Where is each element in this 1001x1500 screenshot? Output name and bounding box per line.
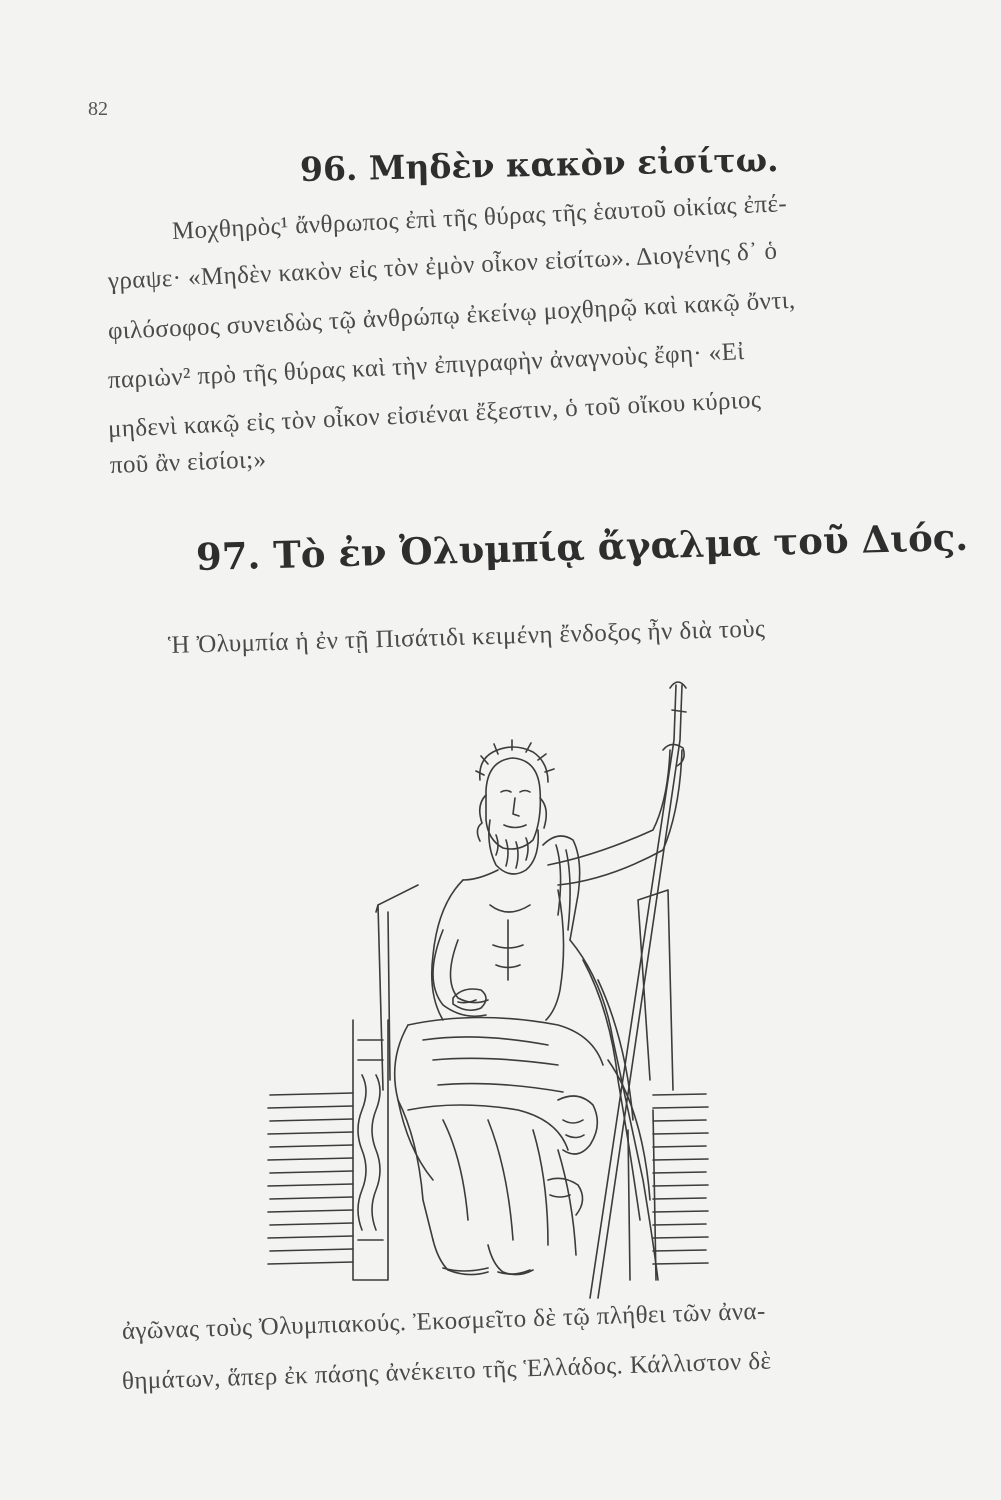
section-title-96: 96. Μηδὲν κακὸν εἰσίτω. [299,139,779,189]
zeus-statue-illustration [258,680,718,1305]
paragraph-96-line-2: γραψε· «Μηδὲν κακὸν εἰς τὸν ἐμὸν οἶκον εἰσίτω». Διογένης δ᾽ ὁ [107,237,778,295]
paragraph-97-line-3: θημάτων, ἅπερ ἐκ πάσης ἀνέκειτο τῆς Ἑλλάδος. Κάλλιστον δὲ [121,1347,772,1395]
paragraph-96-line-1: Μοχθηρὸς¹ ἄνθρωπος ἐπὶ τῆς θύρας τῆς ἑαυτοῦ οἰκίας ἐπέ- [171,190,788,245]
paragraph-96-line-4: παριὼν² πρὸ τῆς θύρας καὶ τὴν ἐπιγραφὴν ἀναγνοὺς ἔφη· «Εἰ [107,338,745,394]
paragraph-97-line-2: ἀγῶνας τοὺς Ὀλυμπιακούς. Ἐκοσμεῖτο δὲ τῷ πλήθει τῶν ἀνα- [121,1297,767,1345]
paragraph-97-line-1: Ἡ Ὀλυμπία ἡ ἐν τῇ Πισάτιδι κειμένη ἔνδοξος ἦν διὰ τοὺς [167,615,766,659]
paragraph-96-line-5: μηδενὶ κακῷ εἰς τὸν οἶκον εἰσιέναι ἔξεστιν, ὁ τοῦ οἴκου κύριος [107,386,762,443]
paragraph-96-line-6: ποῦ ἂν εἰσίοι;» [109,446,267,479]
paragraph-96-line-3: φιλόσοφος συνειδὼς τῷ ἀνθρώπῳ ἐκείνῳ μοχθηρῷ καὶ κακῷ ὄντι, [107,286,797,345]
section-title-97: 97. Τὸ ἐν Ὀλυμπίᾳ ἄγαλμα τοῦ Διός. [195,514,969,579]
page-number: 82 [88,98,108,120]
zeus-statue-drawing [258,680,718,1305]
